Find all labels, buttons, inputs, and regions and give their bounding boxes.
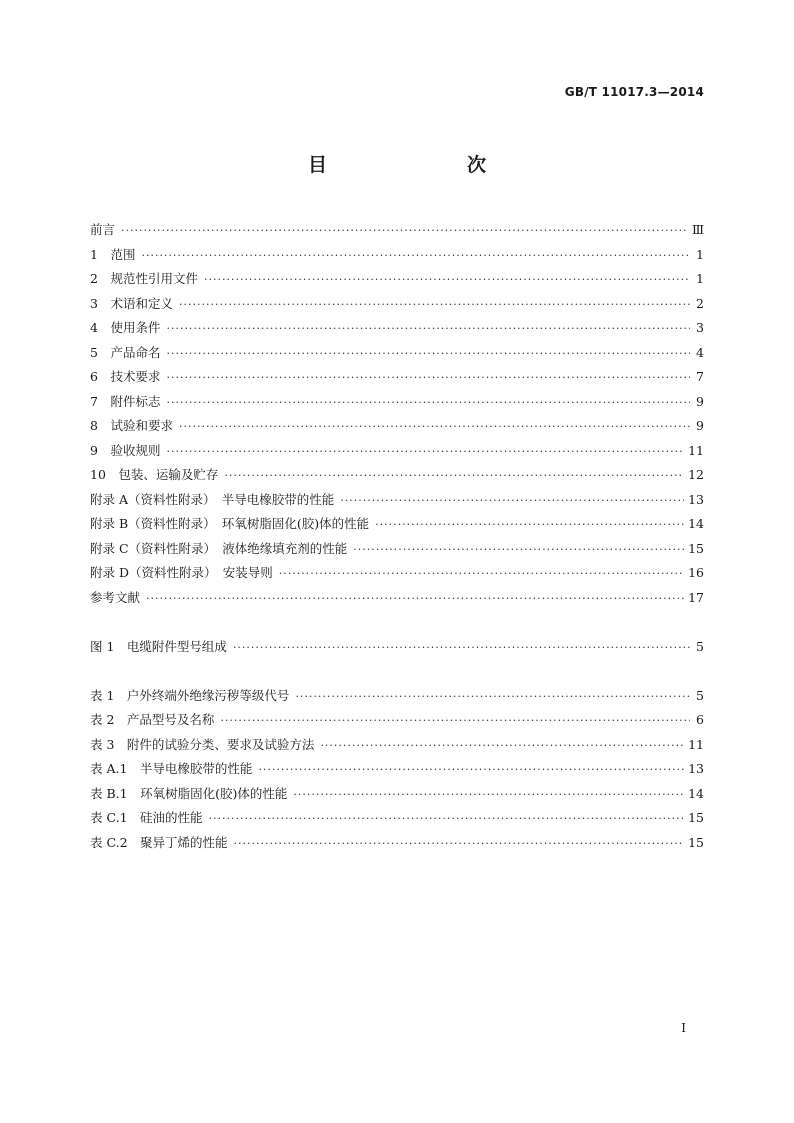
toc-dot-leader: [220, 709, 690, 734]
toc-figures: [90, 635, 704, 660]
toc-entry-page: Ⅲ: [691, 222, 704, 237]
toc-dot-leader: [141, 244, 690, 269]
toc-entry[interactable]: [90, 806, 704, 831]
toc-entry[interactable]: [90, 757, 704, 782]
toc-entry[interactable]: [90, 341, 704, 366]
toc-entry-label: 10 包装、运输及贮存: [90, 467, 219, 482]
toc-entry[interactable]: [90, 708, 704, 733]
toc-entry[interactable]: [90, 537, 704, 562]
toc-entry-label: 表 A.1 半导电橡胶带的性能: [90, 761, 253, 776]
standard-code: GB/T 11017.3—2014: [564, 85, 704, 99]
toc-entry-label: 6 技术要求: [90, 369, 161, 384]
toc-tables: [90, 684, 704, 856]
toc-entry[interactable]: [90, 365, 704, 390]
toc-dot-leader: [121, 219, 688, 244]
toc-dot-leader: [166, 366, 690, 391]
toc-entry[interactable]: [90, 316, 704, 341]
toc-entry-label: 表 3 附件的试验分类、要求及试验方法: [90, 736, 315, 752]
toc-entry-label: 表 2 产品型号及名称: [90, 712, 215, 727]
page-number: I: [681, 1021, 686, 1035]
toc-dot-leader: [179, 415, 690, 440]
toc-entry-page: 1: [696, 271, 704, 286]
toc-entry-page: 5: [696, 687, 704, 703]
toc-entry-page: 15: [688, 834, 704, 850]
toc-entry[interactable]: [90, 635, 704, 660]
toc-entry-page: 14: [688, 516, 704, 531]
toc-entry-label: 附录 A（资料性附录） 半导电橡胶带的性能: [90, 491, 335, 507]
table-of-contents: [90, 218, 704, 855]
toc-entry-page: 16: [688, 565, 704, 580]
toc-entry-page: 3: [696, 320, 704, 335]
toc-dot-leader: [375, 513, 684, 538]
toc-dot-leader: [233, 636, 690, 661]
toc-entry-label: 9 验收规则: [90, 442, 161, 458]
toc-entry-label: 表 1 户外终端外绝缘污秽等级代号: [90, 687, 290, 703]
toc-entry[interactable]: [90, 512, 704, 537]
toc-entry-page: 17: [688, 589, 704, 605]
toc-entry-label: 表 C.1 硅油的性能: [90, 810, 203, 825]
toc-entry-label: 1 范围: [90, 246, 136, 262]
toc-entry[interactable]: [90, 488, 704, 513]
toc-entry-label: 4 使用条件: [90, 320, 161, 335]
toc-entry-page: 6: [696, 712, 704, 727]
toc-entry[interactable]: [90, 831, 704, 856]
toc-entry[interactable]: [90, 561, 704, 586]
toc-entry-label: 5 产品命名: [90, 344, 161, 360]
toc-entry-label: 附录 D（资料性附录） 安装导则: [90, 565, 273, 580]
toc-entry[interactable]: [90, 218, 704, 243]
toc-dot-leader: [166, 342, 690, 367]
toc-entry[interactable]: [90, 267, 704, 292]
toc-entry-label: 3 术语和定义: [90, 295, 173, 311]
toc-entry[interactable]: [90, 414, 704, 439]
toc-dot-leader: [166, 317, 690, 342]
toc-entry-label: 表 B.1 环氧树脂固化(胶)体的性能: [90, 785, 288, 801]
toc-entry-page: 5: [696, 638, 704, 654]
toc-entry-page: 13: [688, 761, 704, 776]
toc-entry-label: 8 试验和要求: [90, 418, 173, 433]
toc-entry-page: 12: [688, 467, 704, 482]
toc-entry[interactable]: [90, 684, 704, 709]
toc-entry[interactable]: [90, 586, 704, 611]
toc-entry-page: 11: [688, 736, 704, 752]
toc-dot-leader: [146, 587, 684, 612]
toc-dot-leader: [295, 685, 690, 710]
toc-entry-label: 附录 C（资料性附录） 液体绝缘填充剂的性能: [90, 540, 348, 556]
toc-entry-page: 7: [696, 369, 704, 384]
toc-dot-leader: [224, 464, 684, 489]
toc-entry[interactable]: [90, 782, 704, 807]
toc-entry-page: 4: [696, 344, 704, 360]
toc-entry[interactable]: [90, 733, 704, 758]
toc-entry[interactable]: [90, 243, 704, 268]
toc-entry-page: 9: [696, 393, 704, 409]
toc-chapters: [90, 218, 704, 610]
toc-dot-leader: [234, 832, 685, 857]
toc-dot-leader: [209, 807, 685, 832]
toc-entry-label: 附录 B（资料性附录） 环氧树脂固化(胶)体的性能: [90, 516, 370, 531]
toc-entry-label: 7 附件标志: [90, 393, 161, 409]
toc-dot-leader: [166, 440, 684, 465]
toc-entry-label: 2 规范性引用文件: [90, 271, 198, 286]
toc-entry-page: 9: [696, 418, 704, 433]
toc-entry[interactable]: [90, 463, 704, 488]
toc-entry[interactable]: [90, 292, 704, 317]
toc-entry-label: 参考文献: [90, 589, 141, 605]
toc-entry-page: 13: [688, 491, 704, 507]
toc-dot-leader: [166, 391, 690, 416]
toc-dot-leader: [340, 489, 684, 514]
toc-entry[interactable]: [90, 390, 704, 415]
toc-entry[interactable]: [90, 439, 704, 464]
toc-entry-page: 11: [688, 442, 704, 458]
toc-entry-page: 15: [688, 540, 704, 556]
toc-entry-page: 2: [696, 295, 704, 311]
toc-dot-leader: [320, 734, 684, 759]
toc-dot-leader: [204, 268, 690, 293]
toc-dot-leader: [353, 538, 684, 563]
toc-entry-label: 表 C.2 聚异丁烯的性能: [90, 834, 228, 850]
toc-entry-page: 1: [696, 246, 704, 262]
toc-dot-leader: [258, 758, 684, 783]
toc-entry-page: 14: [688, 785, 704, 801]
page-title: 目 次: [307, 154, 520, 176]
toc-entry-label: 图 1 电缆附件型号组成: [90, 638, 227, 654]
toc-dot-leader: [293, 783, 684, 808]
toc-entry-page: 15: [688, 810, 704, 825]
toc-dot-leader: [279, 562, 684, 587]
toc-dot-leader: [179, 293, 690, 318]
toc-entry-label: 前言: [90, 222, 116, 237]
